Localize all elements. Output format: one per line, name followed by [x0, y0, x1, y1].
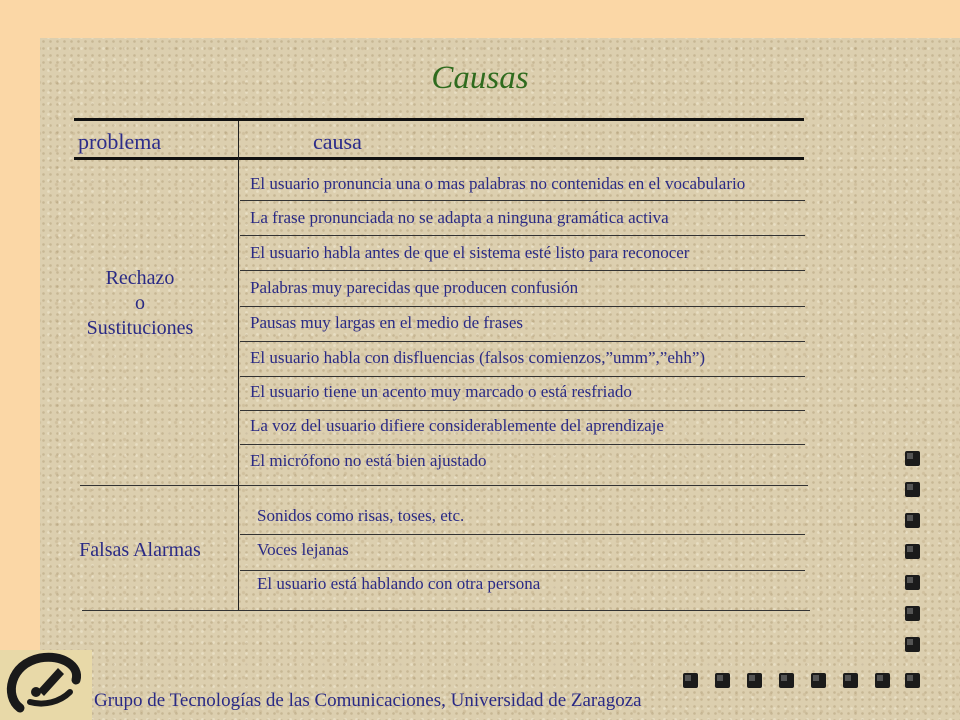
row-separator — [240, 410, 805, 411]
cause-row: El usuario tiene un acento muy marcado o está resfriado — [250, 382, 632, 401]
row-separator — [240, 306, 805, 307]
row-separator — [240, 235, 805, 236]
slide-title: Causas — [431, 60, 529, 96]
problem-rechazo-sustituciones — [60, 266, 220, 341]
row-separator — [240, 341, 805, 342]
table-bottom-rule — [82, 610, 810, 611]
cause-row: La frase pronunciada no se adapta a ninguna gramática activa — [250, 208, 669, 227]
problem-line: Falsas Alarmas — [79, 539, 201, 561]
slide-background — [40, 38, 960, 720]
column-divider — [238, 121, 239, 611]
footer-credit: Grupo de Tecnologías de las Comunicaciones, Universidad de Zaragoza — [94, 690, 642, 711]
row-separator — [240, 376, 805, 377]
problem-line: Rechazo — [105, 267, 175, 289]
row-separator — [240, 270, 805, 271]
table-top-rule — [74, 118, 804, 121]
header-problem: problema — [78, 129, 162, 154]
cause-row: Voces lejanas — [257, 540, 349, 559]
problem-falsas-alarmas — [50, 538, 230, 563]
cause-row: Sonidos como risas, toses, etc. — [257, 506, 465, 525]
problem-line: o — [135, 292, 145, 314]
row-separator — [240, 444, 805, 445]
header-cause: causa — [313, 129, 362, 154]
cause-row: La voz del usuario difiere considerablemente del aprendizaje — [250, 416, 664, 435]
cause-row: Palabras muy parecidas que producen confusión — [250, 278, 579, 297]
row-separator — [240, 570, 805, 571]
cause-row: El micrófono no está bien ajustado — [250, 451, 487, 470]
row-separator — [240, 534, 805, 535]
university-logo-icon — [0, 650, 92, 720]
cause-row: El usuario habla antes de que el sistema esté listo para reconocer — [250, 243, 690, 262]
cause-row: Pausas muy largas en el medio de frases — [250, 313, 524, 332]
cause-row: El usuario pronuncia una o mas palabras no contenidas en el vocabulario — [250, 174, 746, 193]
table-header-rule — [74, 157, 804, 160]
group-separator — [80, 485, 808, 486]
problem-line: Sustituciones — [86, 317, 194, 339]
cause-row: El usuario está hablando con otra persona — [257, 574, 541, 593]
cause-row: El usuario habla con disfluencias (falsos comienzos,”umm”,”ehh”) — [250, 348, 706, 367]
row-separator — [240, 200, 805, 201]
